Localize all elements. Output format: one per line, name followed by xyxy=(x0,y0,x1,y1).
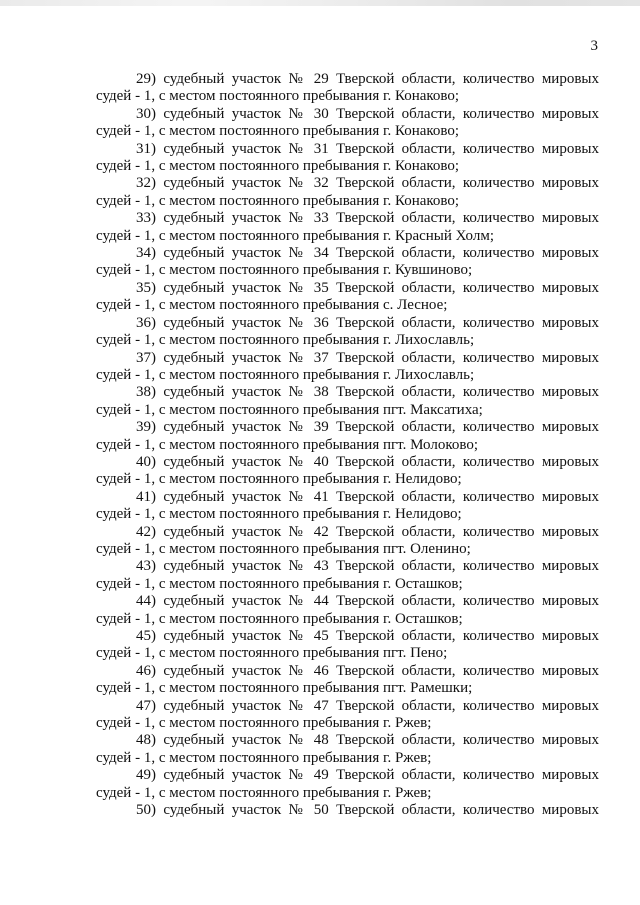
list-item xyxy=(96,593,599,628)
list-item xyxy=(96,280,599,315)
list-item-line: судей - 1, с местом постоянного пребывания г. Лихославль; xyxy=(96,332,475,349)
list-item xyxy=(96,698,599,733)
list-item xyxy=(96,802,599,819)
list-item-line: 41) судебный участок № 41 Тверской области, количество мировых xyxy=(136,488,599,505)
list-item-line: судей - 1, с местом постоянного пребывания г. Нелидово; xyxy=(96,506,462,523)
list-item-line: 43) судебный участок № 43 Тверской области, количество мировых xyxy=(136,558,599,575)
list-item xyxy=(96,628,599,663)
list-item-line: 46) судебный участок № 46 Тверской области, количество мировых xyxy=(136,662,599,679)
list-item-line: судей - 1, с местом постоянного пребывания г. Красный Холм; xyxy=(96,227,494,244)
list-item-line: 33) судебный участок № 33 Тверской области, количество мировых xyxy=(136,210,599,227)
list-item-line: 50) судебный участок № 50 Тверской области, количество мировых xyxy=(136,802,599,819)
list-item-line: судей - 1, с местом постоянного пребывания г. Ржев; xyxy=(96,784,432,801)
list-item xyxy=(96,454,599,489)
list-item xyxy=(96,419,599,454)
list-item-line: 44) судебный участок № 44 Тверской области, количество мировых xyxy=(136,593,599,610)
list-item-line: 38) судебный участок № 38 Тверской области, количество мировых xyxy=(136,384,599,401)
list-item-line: 39) судебный участок № 39 Тверской области, количество мировых xyxy=(136,419,599,436)
list-item-line: судей - 1, с местом постоянного пребывания г. Осташков; xyxy=(96,610,463,627)
list-item-line: 34) судебный участок № 34 Тверской области, количество мировых xyxy=(136,245,599,262)
document-body xyxy=(96,71,599,819)
list-item-line: 29) судебный участок № 29 Тверской области, количество мировых xyxy=(136,71,599,87)
list-item-line: судей - 1, с местом постоянного пребывания пгт. Максатиха; xyxy=(96,401,483,418)
list-item-line: 45) судебный участок № 45 Тверской области, количество мировых xyxy=(136,628,599,644)
list-item-line: судей - 1, с местом постоянного пребывания г. Кувшиново; xyxy=(96,262,473,279)
list-item xyxy=(96,489,599,524)
list-item xyxy=(96,71,599,106)
list-item-line: судей - 1, с местом постоянного пребывания г. Конаково; xyxy=(96,158,460,175)
list-item xyxy=(96,350,599,385)
page-number: 3 xyxy=(590,38,598,54)
list-item-line: судей - 1, с местом постоянного пребывания г. Нелидово; xyxy=(96,471,462,488)
list-item-line: судей - 1, с местом постоянного пребывания пгт. Молоково; xyxy=(96,436,479,453)
list-item xyxy=(96,732,599,767)
list-item xyxy=(96,175,599,210)
list-item xyxy=(96,245,599,280)
list-item-line: 32) судебный участок № 32 Тверской области, количество мировых xyxy=(136,175,599,192)
list-item-line: судей - 1, с местом постоянного пребывания пгт. Пено; xyxy=(96,645,448,662)
list-item-line: судей - 1, с местом постоянного пребывания г. Осташков; xyxy=(96,575,463,592)
list-item-line: судей - 1, с местом постоянного пребывания г. Ржев; xyxy=(96,749,432,766)
list-item-line: 30) судебный участок № 30 Тверской области, количество мировых xyxy=(136,105,599,122)
list-item xyxy=(96,315,599,350)
list-item xyxy=(96,384,599,419)
list-item-line: 35) судебный участок № 35 Тверской области, количество мировых xyxy=(136,279,599,296)
list-item-line: судей - 1, с местом постоянного пребывания г. Лихославль; xyxy=(96,366,475,383)
list-item-line: судей - 1, с местом постоянного пребывания пгт. Оленино; xyxy=(96,540,471,557)
list-item-line: 40) судебный участок № 40 Тверской области, количество мировых xyxy=(136,453,599,470)
list-item-line: судей - 1, с местом постоянного пребывания г. Ржев; xyxy=(96,715,432,732)
list-item-line: 42) судебный участок № 42 Тверской области, количество мировых xyxy=(136,523,599,540)
list-item-line: судей - 1, с местом постоянного пребывания с. Лесное; xyxy=(96,297,448,314)
list-item-line: 36) судебный участок № 36 Тверской области, количество мировых xyxy=(136,314,599,331)
list-item xyxy=(96,210,599,245)
list-item-line: 31) судебный участок № 31 Тверской области, количество мировых xyxy=(136,140,599,157)
list-item xyxy=(96,663,599,698)
list-item xyxy=(96,524,599,559)
list-item-line: 47) судебный участок № 47 Тверской области, количество мировых xyxy=(136,697,599,714)
list-item xyxy=(96,558,599,593)
scan-artifact-strip xyxy=(0,0,640,6)
list-item xyxy=(96,141,599,176)
list-item xyxy=(96,767,599,802)
list-item-line: судей - 1, с местом постоянного пребывания г. Конаково; xyxy=(96,123,460,140)
list-item-line: 49) судебный участок № 49 Тверской области, количество мировых xyxy=(136,767,599,784)
list-item-line: 37) судебный участок № 37 Тверской области, количество мировых xyxy=(136,349,599,366)
list-item-line: судей - 1, с местом постоянного пребывания пгт. Рамешки; xyxy=(96,680,473,697)
list-item xyxy=(96,106,599,141)
list-item-line: судей - 1, с местом постоянного пребывания г. Конаково; xyxy=(96,192,460,209)
list-item-line: 48) судебный участок № 48 Тверской области, количество мировых xyxy=(136,732,599,749)
list-item-line: судей - 1, с местом постоянного пребывания г. Конаково; xyxy=(96,88,460,105)
